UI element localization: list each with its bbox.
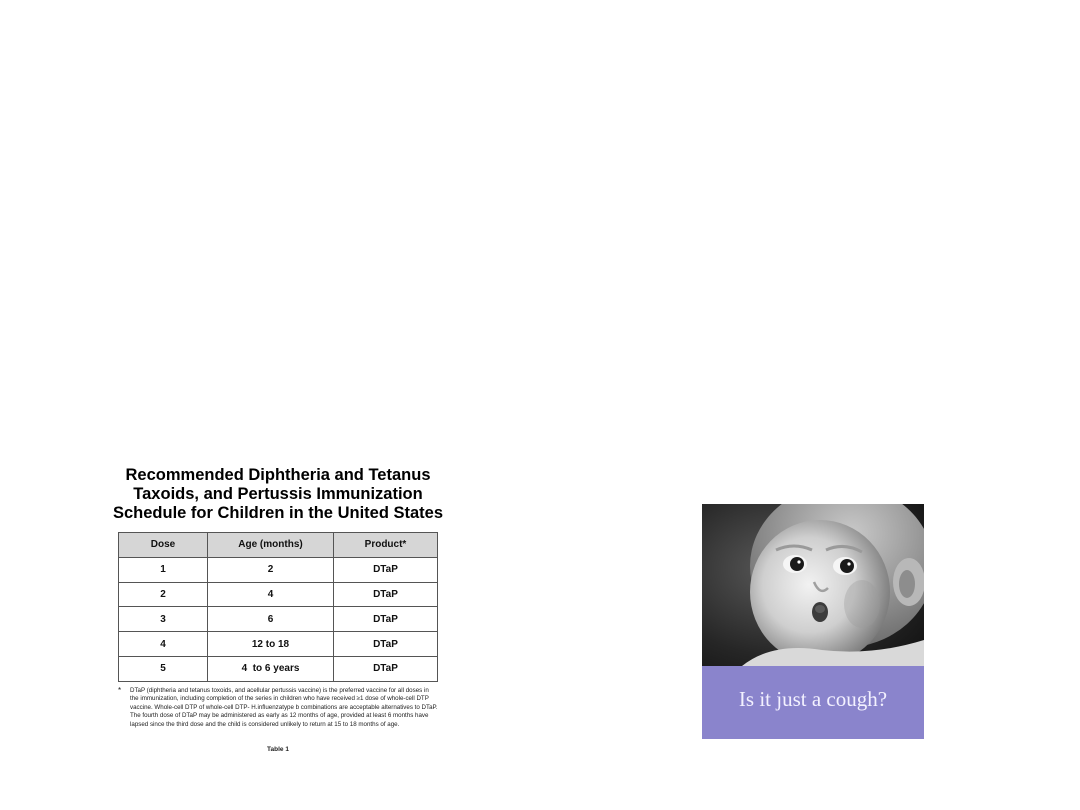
cell-product: DTaP (334, 607, 438, 632)
cell-product: DTaP (334, 656, 438, 681)
schedule-title-line-1: Recommended Diphtheria and Tetanus (125, 466, 431, 484)
footnote-text: DTaP (diphtheria and tetanus toxoids, and acellular pertussis vaccine) is the preferred vaccine for all doses in the immunization, including completion of the series in children who have received ≥1 dose of whole-cell DTP vaccine. Whole-cell DTP of whole-cell DTP- H.influenzatype b combinations are acceptable alternatives to DTaP. The fourth dose of DTaP may be administered as early as 12 months of age, provided at least 6 months have lapsed since the third dose and the child is considered unlikely to return at 15 to 18 months of age. (130, 687, 438, 728)
cell-age: 4 (208, 582, 334, 607)
cell-dose: 4 (119, 632, 208, 657)
table-row (119, 656, 438, 681)
schedule-block (100, 466, 456, 753)
cell-age: 4 to 6 years (208, 656, 334, 681)
table-row (119, 582, 438, 607)
cell-age: 6 (208, 607, 334, 632)
table-row (119, 607, 438, 632)
cell-product: DTaP (334, 632, 438, 657)
schedule-title (100, 466, 456, 523)
header-dose: Dose (119, 533, 208, 558)
header-product: Product* (334, 533, 438, 558)
table-footnote (118, 687, 438, 729)
schedule-title-line-3: Schedule for Children in the United States (112, 504, 444, 522)
awareness-poster (702, 504, 924, 739)
cell-dose: 3 (119, 607, 208, 632)
cell-product: DTaP (334, 582, 438, 607)
cell-product: DTaP (334, 557, 438, 582)
cell-dose: 1 (119, 557, 208, 582)
table-row (119, 632, 438, 657)
schedule-table (118, 532, 438, 682)
cell-dose: 5 (119, 656, 208, 681)
baby-photo (702, 504, 924, 666)
poster-tagline: Is it just a cough? (738, 687, 888, 711)
schedule-title-line-2: Taxoids, and Pertussis Immunization (133, 485, 423, 503)
cell-dose: 2 (119, 582, 208, 607)
footnote-asterisk: * (118, 686, 122, 695)
cell-age: 2 (208, 557, 334, 582)
table-row (119, 557, 438, 582)
header-age: Age (months) (208, 533, 334, 558)
cell-age: 12 to 18 (208, 632, 334, 657)
table-caption: Table 1 (267, 746, 289, 753)
table-header-row (119, 533, 438, 558)
